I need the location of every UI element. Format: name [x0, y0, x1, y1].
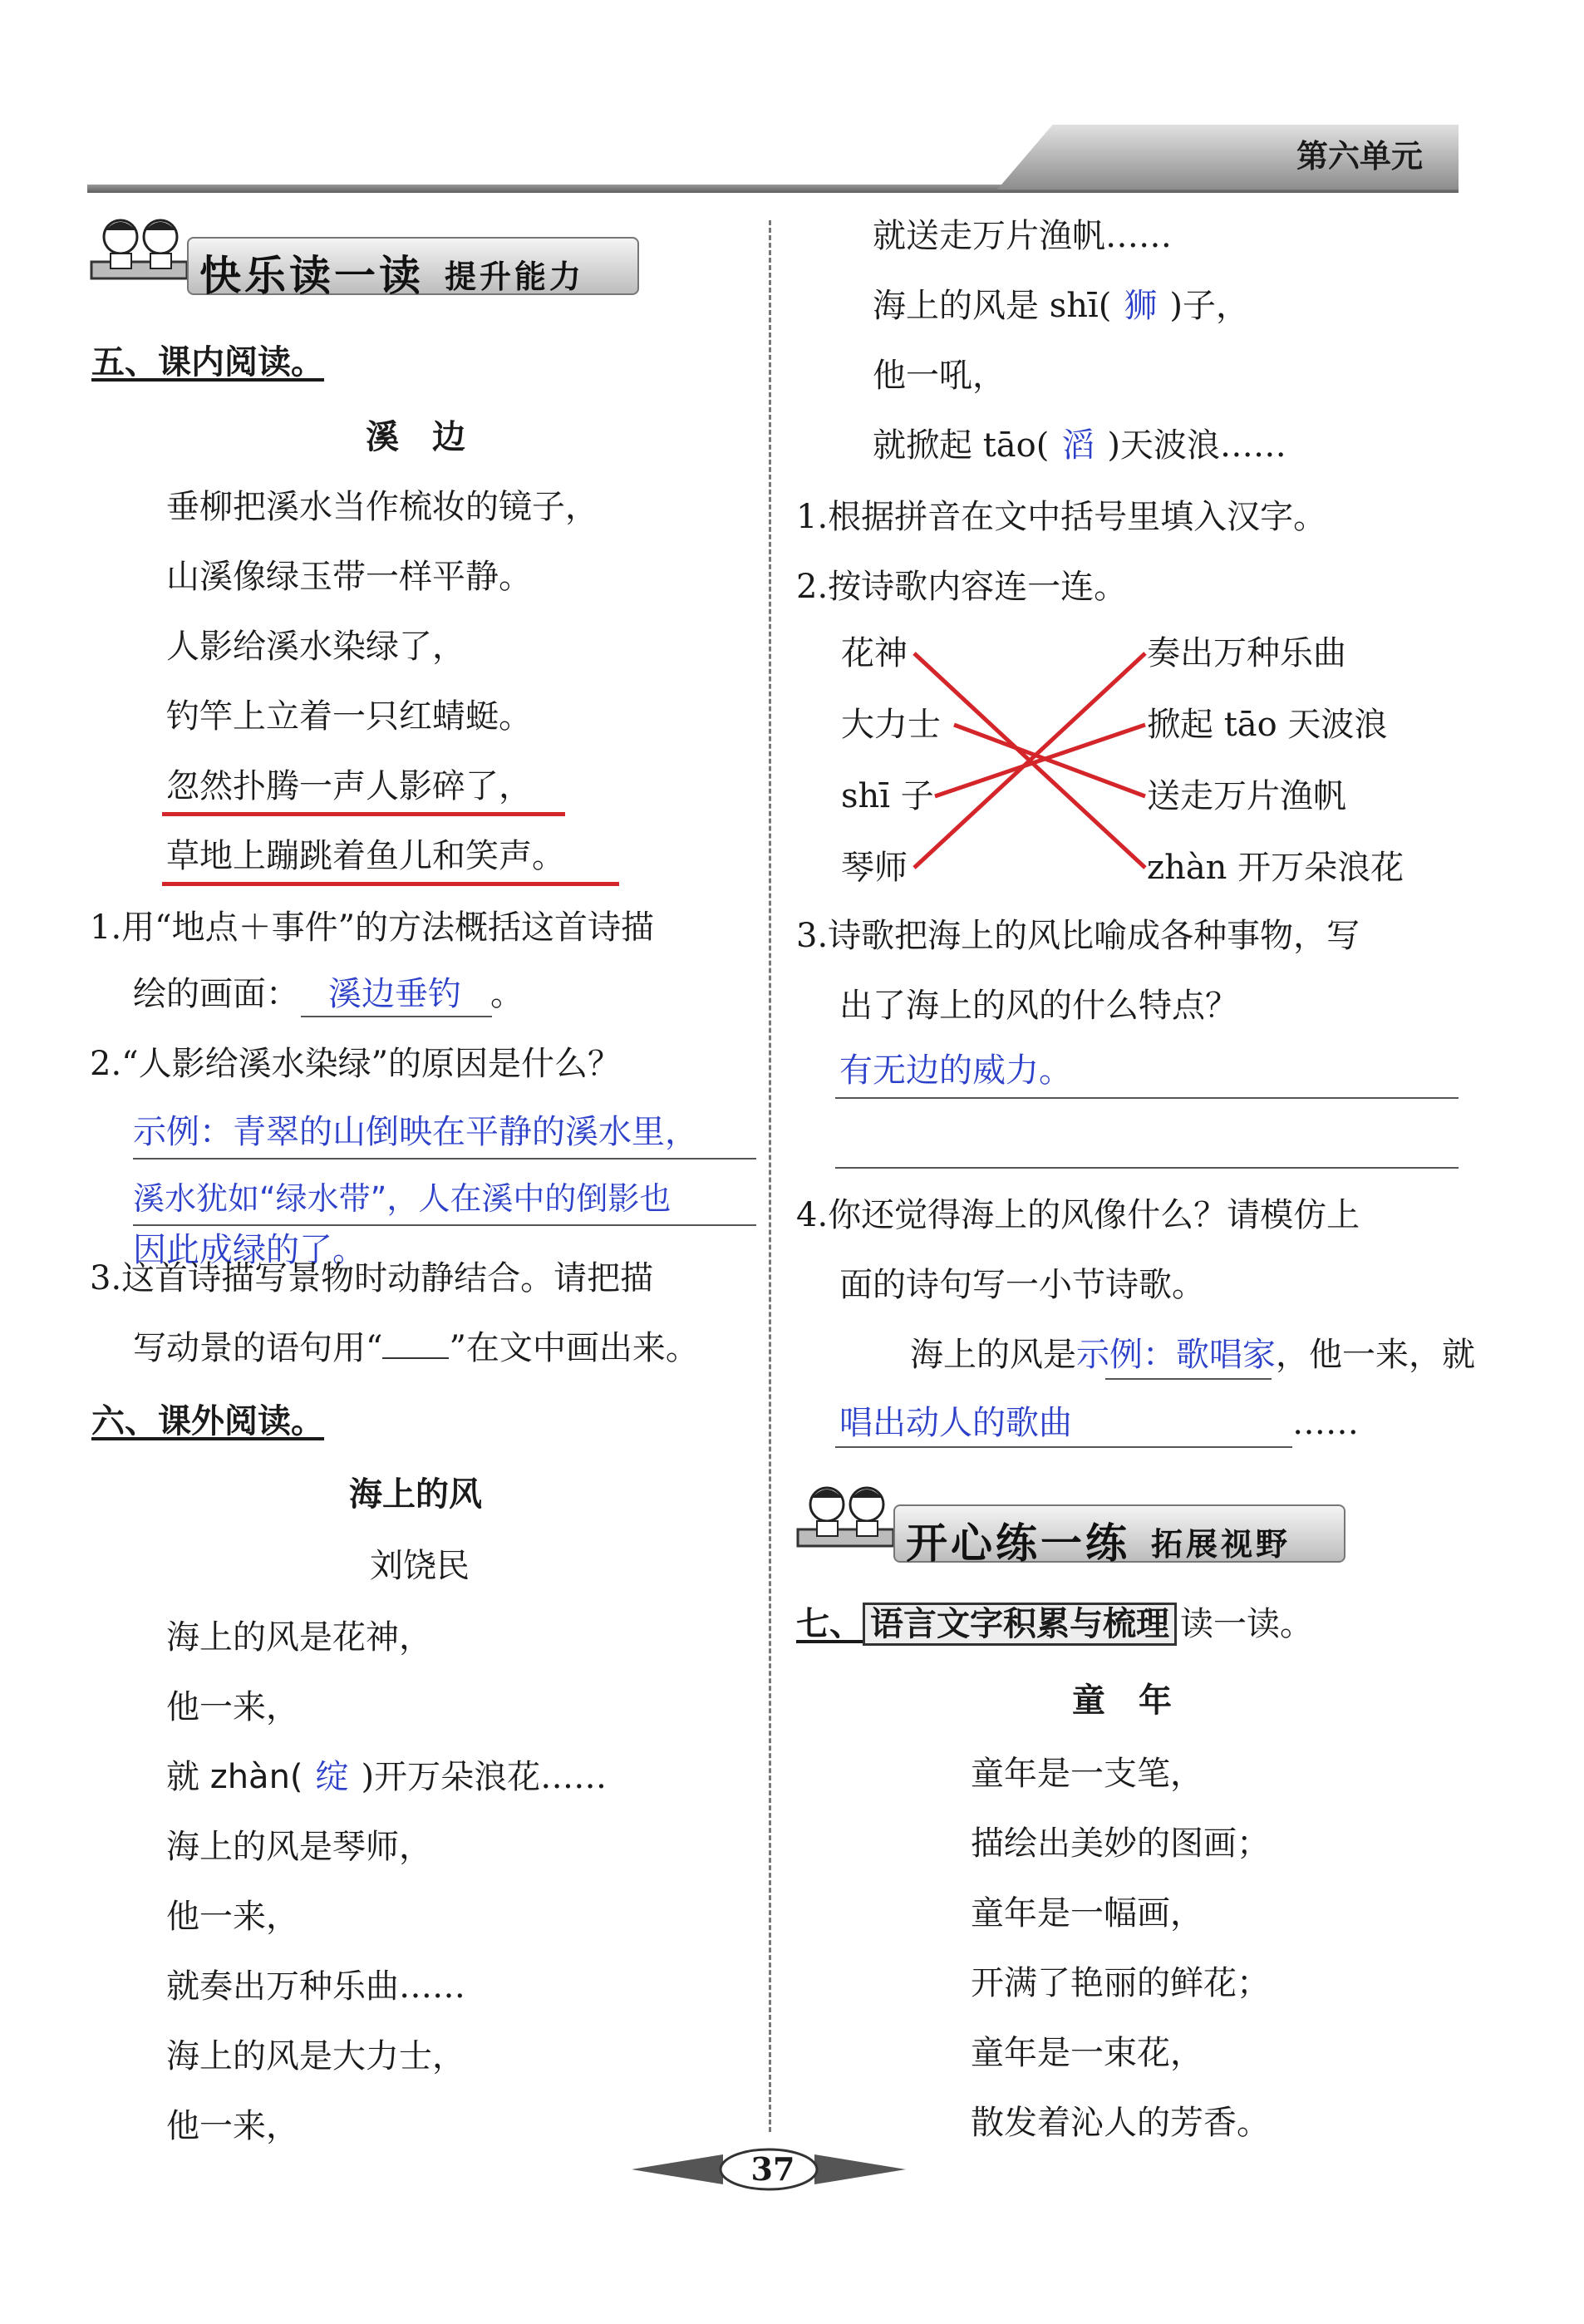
match-left-item: 花神 [841, 634, 908, 672]
banner-read-title: 快乐读一读 [199, 252, 424, 300]
answer-line [835, 1097, 1459, 1099]
s5-q3-suffix: ”在文中画出来。 [449, 1329, 699, 1367]
s5-q1-prefix: 绘的画面： [133, 975, 299, 1013]
poem2-line: 他一来， [166, 1898, 299, 1936]
kids-studying-icon [794, 1480, 898, 1563]
answer-blank-line [835, 1446, 1292, 1448]
section5-heading-text: 五、课内阅读。 [91, 343, 324, 382]
page-number: 37 [750, 2150, 795, 2188]
poem1-line: 山溪像绿玉带一样平静。 [166, 558, 532, 596]
poem2-line: 他一吼， [873, 357, 1006, 395]
poem2-zhan-suffix: )开万朵浪花…… [361, 1758, 608, 1796]
poem2-line: 他一来， [166, 1688, 299, 1726]
s6-q3-line2: 出了海上的风的什么特点？ [839, 987, 1238, 1025]
poem2-tao-prefix: 就掀起 tāo( [873, 426, 1050, 465]
s6-q3-line1: 3.诗歌把海上的风比喻成各种事物，写 [796, 917, 1360, 955]
s5-q1-suffix: 。 [490, 975, 524, 1013]
poem3-line: 童年是一支笔， [971, 1755, 1203, 1793]
poem1-line: 垂柳把溪水当作梳妆的镜子， [166, 488, 598, 526]
poem3-line: 描绘出美妙的图画； [971, 1824, 1270, 1863]
s5-q2-answer-line: 因此成绿的了。 [133, 1231, 366, 1269]
match-right-item: 掀起 tāo 天波浪 [1147, 706, 1388, 744]
poem1-line: 钓竿上立着一只红蜻蜓。 [166, 697, 532, 736]
banner-read-subtitle: 提升能力 [445, 258, 585, 295]
banner-practice-subtitle: 拓展视野 [1151, 1526, 1291, 1563]
s6-q4-prefix: 海上的风是 [910, 1336, 1076, 1374]
match-right-item: zhàn 开万朵浪花 [1147, 849, 1404, 887]
unit-label: 第六单元 [1296, 138, 1424, 175]
section7-heading-num: 七、 [796, 1605, 863, 1643]
banner-practice-title: 开心练一练 [906, 1519, 1130, 1568]
blank-zhan-answer: 绽 [315, 1758, 349, 1796]
poem2-title: 海上的风 [349, 1475, 482, 1514]
blank-tao-answer: 滔 [1061, 426, 1095, 465]
poem3-line: 散发着沁人的芳香。 [971, 2104, 1270, 2142]
match-right-item: 送走万片渔帆 [1147, 777, 1346, 815]
s6-q4-line3 [910, 1333, 1475, 1376]
poem2-tao-suffix: )天波浪…… [1107, 426, 1286, 465]
poem1-line: 人影给溪水染绿了， [166, 628, 465, 666]
poem2-line: 海上的风是花神， [166, 1618, 432, 1657]
section7-heading-tail: 读一读。 [1180, 1605, 1313, 1643]
s6-q4-middle: ，他一来，就 [1276, 1336, 1475, 1374]
poem3-line: 童年是一束花， [971, 2034, 1203, 2072]
poem2-line: 就奏出万种乐曲…… [166, 1967, 465, 2006]
poem2-line: 海上的风是大力士， [166, 2037, 465, 2075]
poem1-line: 忽然扑腾一声人影碎了， [166, 767, 532, 805]
match-right-item: 奏出万种乐曲 [1147, 634, 1346, 672]
section7-heading-box: 语言文字积累与梳理 [863, 1603, 1177, 1646]
section7-heading [796, 1603, 1313, 1646]
poem3-title: 童 年 [1072, 1681, 1172, 1720]
match-left-item: 大力士 [841, 706, 941, 744]
s5-q1-answer: 溪边垂钓 [328, 975, 461, 1013]
poem2-shi-suffix: )子， [1169, 287, 1250, 325]
poem2-line: 海上的风是琴师， [166, 1828, 432, 1866]
match-left-item: 琴师 [841, 849, 908, 887]
section6-heading-text: 六、课外阅读。 [91, 1402, 324, 1440]
poem1-line: 草地上蹦跳着鱼儿和笑声。 [166, 837, 565, 875]
poem3-line: 童年是一幅画， [971, 1894, 1203, 1933]
s6-q4-line4 [839, 1401, 1359, 1445]
s5-q1-line1: 1.用“地点＋事件”的方法概括这首诗描 [90, 908, 655, 947]
poem2-line: 他一来， [166, 2107, 299, 2145]
answer-line [835, 1167, 1459, 1169]
poem2-shi-prefix: 海上的风是 shī( [873, 287, 1112, 325]
s6-q4-line2: 面的诗句写一小节诗歌。 [839, 1266, 1205, 1304]
s5-q2-question: 2.“人影给溪水染绿”的原因是什么？ [90, 1045, 622, 1083]
poem1-title: 溪 边 [366, 418, 465, 456]
s5-q2-answer-line: 溪水犹如“绿水带”，人在溪中的倒影也 [133, 1180, 671, 1217]
answer-blank-line [1105, 1378, 1272, 1380]
s6-q4-suffix: …… [1292, 1404, 1359, 1442]
poem3-line: 开满了艳丽的鲜花； [971, 1964, 1270, 2002]
s6-q1: 1.根据拼音在文中括号里填入汉字。 [796, 498, 1327, 536]
s6-q4-answer1: 示例：歌唱家 [1076, 1336, 1276, 1374]
blank-shi-answer: 狮 [1124, 287, 1158, 325]
poem2-zhan-prefix: 就 zhàn( [166, 1758, 303, 1796]
poem2-line: 就送走万片渔帆…… [873, 217, 1172, 255]
s6-q4-line1: 4.你还觉得海上的风像什么？请模仿上 [796, 1196, 1360, 1234]
s6-q3-answer: 有无边的威力。 [839, 1051, 1072, 1090]
s5-q3-prefix: 写动景的语句用“ [133, 1329, 383, 1367]
s5-q3-line1: 3.这首诗描写景物时动静结合。请把描 [90, 1259, 654, 1297]
s6-q2: 2.按诗歌内容连一连。 [796, 568, 1128, 606]
s6-q4-answer2: 唱出动人的歌曲 [839, 1404, 1072, 1442]
match-left-item: shī 子 [841, 777, 934, 815]
poem2-author: 刘饶民 [370, 1547, 470, 1585]
s5-q2-answer-line: 示例：青翠的山倒映在平静的溪水里， [133, 1113, 698, 1151]
